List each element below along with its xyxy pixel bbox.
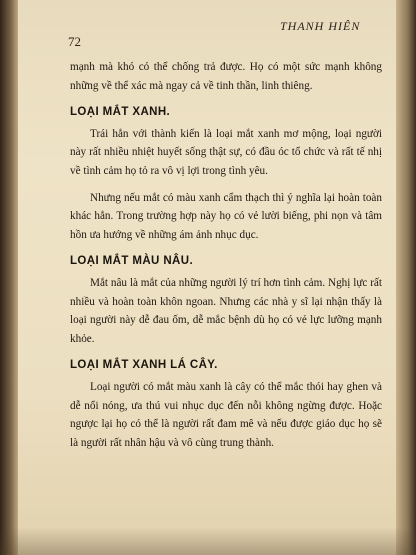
- section-heading-blue-eyes: LOẠI MẮT XANH.: [70, 106, 171, 119]
- page-number: 72: [68, 34, 81, 49]
- section-heading-brown-eyes: LOẠI MẮT MÀU NÂU.: [70, 255, 194, 268]
- book-spine-edge: [0, 0, 18, 555]
- paragraph-green-eyes: Loại người có mắt màu xanh là cây có thể mắc thói hay ghen và dễ nổi nóng, ưa thú vui nhục dục đến nỗi không ngừng được. Hoặc ngược lại họ có thể là người rất đam mê và nếu được giáo dục họ sẽ là người rất nhân hậu và vô cùng trung thành.: [70, 380, 382, 449]
- paragraph-brown-eyes: Mắt nâu là mắt của những người lý trí hơn tình cảm. Nghị lực rất nhiều và hoàn toàn khôn ngoan. Nhưng các nhà y sĩ lại nhận thấy là loại người này dễ đau ốm, dễ mắc bệnh dù họ có vẻ lực lưỡng mạnh khỏe.: [70, 276, 382, 345]
- paragraph-blue-eyes-2: Nhưng nếu mắt có màu xanh cẩm thạch thì ý nghĩa lại hoàn toàn khác hẳn. Trong trường hợp này họ có vẻ lười biếng, phi nọn và tâm hồn ưa hướng về những ám ảnh nhục dục.: [70, 191, 382, 241]
- book-page: [18, 0, 396, 555]
- paragraph-blue-eyes-1: Trái hẳn với thành kiến là loại mắt xanh mơ mộng, loại người này rất nhiều nhiệt huyết sống thật sự, có đầu óc tổ chức và rất tế nhị về tình cảm họ tỏ ra vô vị lợi trong tình yêu.: [70, 127, 382, 177]
- page-header: [18, 0, 396, 49]
- running-head: THANH HIÊN: [280, 19, 361, 33]
- page-body: [70, 58, 382, 452]
- paragraph-continued: mạnh mà khó có thể chống trả được. Họ có một sức mạnh không những về thể xác mà ngay cả về tinh thần, linh thiêng.: [70, 61, 382, 92]
- section-heading-green-eyes: LOẠI MẮT XANH LÁ CÂY.: [70, 359, 218, 372]
- paragraph-gap: [70, 181, 382, 189]
- bottom-shadow: [0, 527, 416, 555]
